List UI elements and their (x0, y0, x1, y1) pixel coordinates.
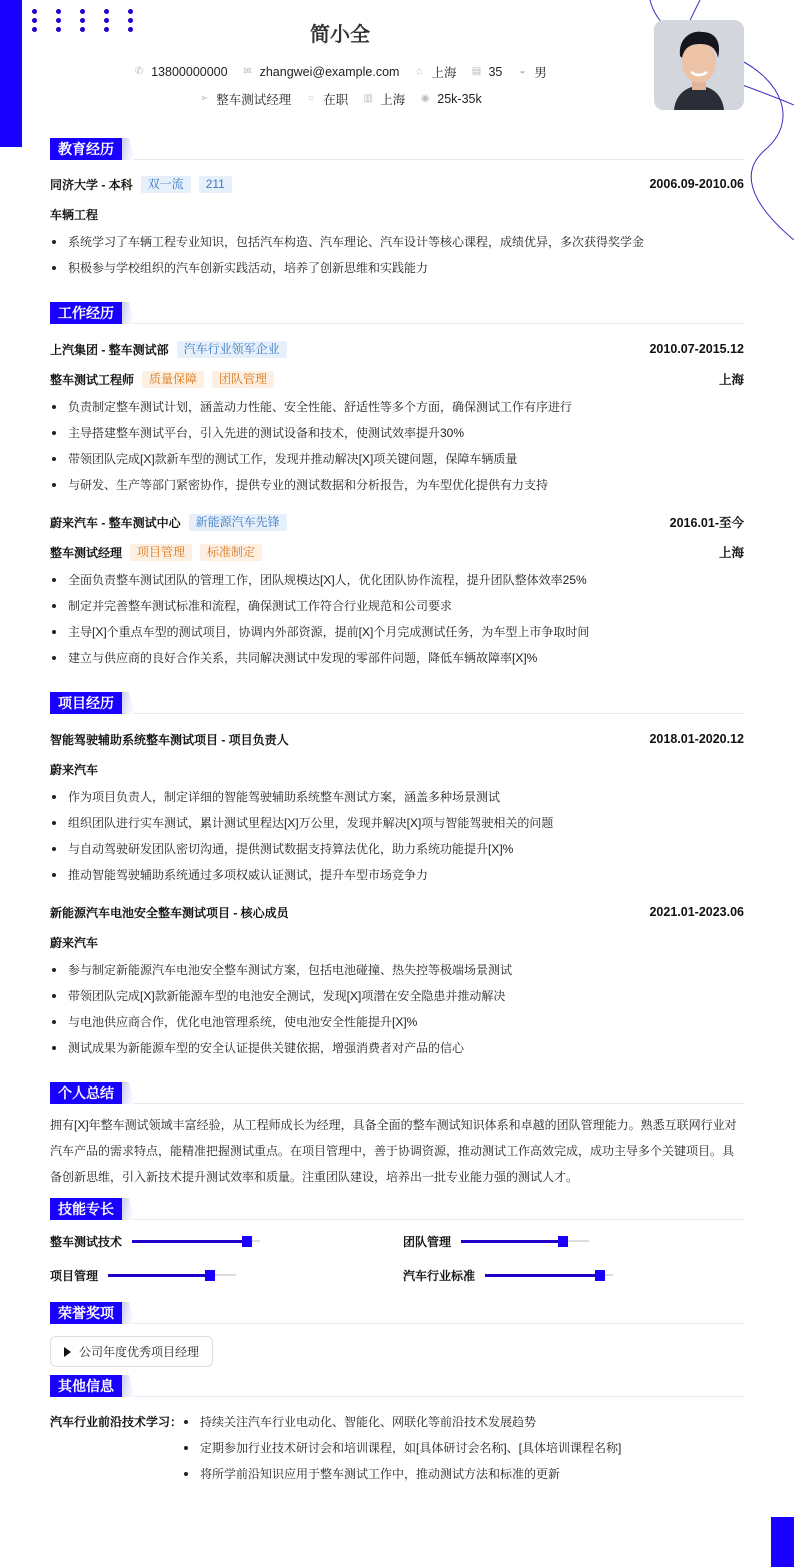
section-summary (50, 1082, 744, 1190)
list-item: 测试成果为新能源车型的安全认证提供关键依据，增强消费者对产品的信心 (50, 1035, 744, 1061)
section-title-tail (122, 1375, 134, 1397)
role-tag: 标准制定 (200, 544, 262, 561)
expected-salary: ◉ 25k-35k (420, 92, 482, 106)
age-icon: ▤ (471, 66, 482, 77)
role-tag: 项目管理 (130, 544, 192, 561)
education-period: 2006.09-2010.06 (649, 177, 744, 191)
list-item: 推动智能驾驶辅助系统通过多项权威认证测试，提升车型市场竞争力 (50, 862, 744, 888)
job-location: 上海 (718, 373, 744, 387)
skill-name: 汽车行业标准 (403, 1268, 476, 1283)
section-title: 工作经历 (50, 302, 122, 324)
award-label: 公司年度优秀项目经理 (79, 1345, 200, 1359)
decorative-right-bar (771, 1517, 794, 1567)
contact-city: ⌂ 上海 (413, 63, 456, 81)
contact-gender: ◒ 男 (516, 63, 547, 81)
skill-level-bar (108, 1274, 236, 1276)
list-item: 持续关注汽车行业电动化、智能化、网联化等前沿技术发展趋势 (182, 1409, 621, 1435)
job-period: 2010.07-2015.12 (649, 342, 744, 356)
skill-item (403, 1230, 744, 1252)
list-item: 组织团队进行实车测试，累计测试里程达[X]万公里，发现并解决[X]项与智能驾驶相关的问题 (50, 810, 744, 836)
major: 车辆工程 (50, 207, 99, 222)
school-tag: 211 (199, 176, 232, 193)
contact-row-primary (0, 63, 680, 81)
avatar-photo (654, 20, 744, 110)
home-icon: ⌂ (416, 66, 423, 77)
job-period: 2016.01-至今 (669, 516, 744, 530)
project-title-row (50, 897, 744, 927)
list-item: 建立与供应商的良好合作关系，共同解决测试中发现的零部件问题，降低车辆故障率[X]% (50, 645, 744, 671)
education-bullets (50, 229, 744, 281)
school-tag: 双一流 (141, 176, 191, 193)
section-header (50, 1302, 744, 1324)
section-other (50, 1375, 744, 1487)
list-item: 与研发、生产等部门紧密协作，提供专业的测试数据和分析报告，为车型优化提供有力支持 (50, 472, 744, 498)
section-header (50, 1375, 744, 1397)
section-awards (50, 1302, 744, 1367)
section-header (50, 1082, 744, 1104)
skill-level-marker (558, 1236, 568, 1247)
skill-level-marker (242, 1236, 252, 1247)
project-title-row (50, 724, 744, 754)
list-item: 积极参与学校组织的汽车创新实践活动，培养了创新思维和实践能力 (50, 255, 744, 281)
section-header (50, 1198, 744, 1220)
target-position: ➢ 整车测试经理 (200, 93, 292, 107)
skill-name: 整车测试技术 (50, 1234, 123, 1249)
job-company-row (50, 334, 744, 364)
skill-item (403, 1264, 744, 1286)
other-info-bullets (182, 1409, 621, 1487)
role-tag: 质量保障 (142, 371, 204, 388)
gender-icon: ◒ (519, 66, 526, 77)
play-triangle-icon (64, 1347, 71, 1357)
project-company-row (50, 927, 744, 957)
contact-row-secondary (0, 90, 680, 108)
resume-body (50, 138, 744, 1487)
school-name: 同济大学 - 本科 (50, 177, 133, 192)
status-icon: ○ (308, 93, 315, 104)
skill-item (50, 1264, 403, 1286)
job-role-row (50, 537, 744, 567)
list-item: 与电池供应商合作，优化电池管理系统，使电池安全性能提升[X]% (50, 1009, 744, 1035)
list-item: 与自动驾驶研发团队密切沟通，提供测试数据支持算法优化，助力系统功能提升[X]% (50, 836, 744, 862)
skill-item (50, 1230, 403, 1252)
target-city: ▥ 上海 (363, 93, 406, 107)
job-bullets (50, 394, 744, 498)
job-role: 整车测试工程师 (50, 372, 135, 387)
section-title: 荣誉奖项 (50, 1302, 122, 1324)
list-item: 定期参加行业技术研讨会和培训课程，如[具体研讨会名称]、[具体培训课程名称] (182, 1435, 621, 1461)
list-item: 将所学前沿知识应用于整车测试工作中，推动测试方法和标准的更新 (182, 1461, 621, 1487)
send-icon: ➢ (200, 93, 209, 104)
section-education (50, 138, 744, 281)
award-item-toggle[interactable] (50, 1336, 213, 1367)
section-header (50, 302, 744, 324)
other-info-row (50, 1409, 744, 1487)
email-icon: ✉ (243, 66, 252, 77)
education-major-row (50, 199, 744, 229)
section-work (50, 302, 744, 671)
section-title-tail (122, 1082, 134, 1104)
skill-level-marker (205, 1270, 215, 1281)
section-title: 教育经历 (50, 138, 122, 160)
building-icon: ▥ (363, 93, 373, 104)
education-school-row (50, 169, 744, 199)
summary-text: 拥有[X]年整车测试领域丰富经验，从工程师成长为经理，具备全面的整车测试知识体系和卓越的团队管理能力。熟悉互联网行业对汽车产品的需求特点，能精准把握测试重点。在项目管理中，善于协调资源，推动测试工作高效完成，成功主导多个关键项目。具备创新思维，引入新技术提升测试效率和质量。注重团队建设，培养出一批专业能力强的测试人才。 (50, 1118, 737, 1184)
project-company-row (50, 754, 744, 784)
company-name: 上汽集团 - 整车测试部 (50, 342, 169, 357)
section-title: 其他信息 (50, 1375, 122, 1397)
skills-grid (50, 1230, 744, 1286)
contact-phone: ✆ 13800000000 (134, 65, 228, 79)
project-name: 智能驾驶辅助系统整车测试项目 - 项目负责人 (50, 732, 289, 747)
skill-name: 项目管理 (50, 1268, 99, 1283)
skill-name: 团队管理 (403, 1234, 452, 1249)
project-period: 2018.01-2020.12 (649, 732, 744, 746)
phone-icon: ✆ (134, 66, 144, 77)
project-bullets (50, 957, 744, 1061)
section-header (50, 138, 744, 160)
skill-level-marker (595, 1270, 605, 1281)
list-item: 带领团队完成[X]款新能源车型的电池安全测试，发现[X]项潜在安全隐患并推动解决 (50, 983, 744, 1009)
section-title-tail (122, 302, 134, 324)
resume-header (0, 0, 794, 130)
section-title-tail (122, 1302, 134, 1324)
company-tag: 汽车行业领军企业 (177, 341, 287, 358)
company-name: 蔚来汽车 - 整车测试中心 (50, 515, 181, 530)
project-period: 2021.01-2023.06 (649, 905, 744, 919)
job-location: 上海 (718, 546, 744, 560)
job-role-row (50, 364, 744, 394)
section-title: 个人总结 (50, 1082, 122, 1104)
job-company-row (50, 507, 744, 537)
list-item: 全面负责整车测试团队的管理工作，团队规模达[X]人，优化团队协作流程，提升团队整体效率25% (50, 567, 744, 593)
list-item: 负责制定整车测试计划，涵盖动力性能、安全性能、舒适性等多个方面，确保测试工作有序进行 (50, 394, 744, 420)
company-tag: 新能源汽车先锋 (189, 514, 287, 531)
list-item: 主导搭建整车测试平台，引入先进的测试设备和技术，使测试效率提升30% (50, 420, 744, 446)
avatar (654, 20, 744, 110)
job-role: 整车测试经理 (50, 545, 123, 560)
section-header (50, 692, 744, 714)
section-title: 项目经历 (50, 692, 122, 714)
contact-age: ▤ 35 (471, 65, 503, 79)
contact-email: ✉ zhangwei@example.com (243, 65, 400, 79)
project-company: 蔚来汽车 (50, 762, 99, 777)
section-projects (50, 692, 744, 1061)
list-item: 作为项目负责人，制定详细的智能驾驶辅助系统整车测试方案，涵盖多种场景测试 (50, 784, 744, 810)
job-bullets (50, 567, 744, 671)
project-bullets (50, 784, 744, 888)
project-name: 新能源汽车电池安全整车测试项目 - 核心成员 (50, 905, 289, 920)
employment-status: ○ 在职 (305, 90, 348, 108)
list-item: 带领团队完成[X]款新车型的测试工作，发现并推动解决[X]项关键问题，保障车辆质量 (50, 446, 744, 472)
candidate-name: 简小全 (310, 24, 370, 46)
section-skills (50, 1198, 744, 1286)
project-company: 蔚来汽车 (50, 935, 99, 950)
list-item: 制定并完善整车测试标准和流程，确保测试工作符合行业规范和公司要求 (50, 593, 744, 619)
list-item: 系统学习了车辆工程专业知识，包括汽车构造、汽车理论、汽车设计等核心课程，成绩优异，多次获得奖学金 (50, 229, 744, 255)
role-tag: 团队管理 (212, 371, 274, 388)
list-item: 参与制定新能源汽车电池安全整车测试方案，包括电池碰撞、热失控等极端场景测试 (50, 957, 744, 983)
list-item: 主导[X]个重点车型的测试项目，协调内外部资源，提前[X]个月完成测试任务，为车型上市争取时间 (50, 619, 744, 645)
salary-icon: ◉ (420, 93, 430, 104)
section-title-tail (122, 1198, 134, 1220)
section-title-tail (122, 692, 134, 714)
section-title-tail (122, 138, 134, 160)
skill-level-bar (132, 1240, 260, 1242)
skill-level-bar (485, 1274, 613, 1276)
skill-level-bar (461, 1240, 589, 1242)
section-title: 技能专长 (50, 1198, 122, 1220)
other-info-label: 汽车行业前沿技术学习： (50, 1415, 183, 1429)
